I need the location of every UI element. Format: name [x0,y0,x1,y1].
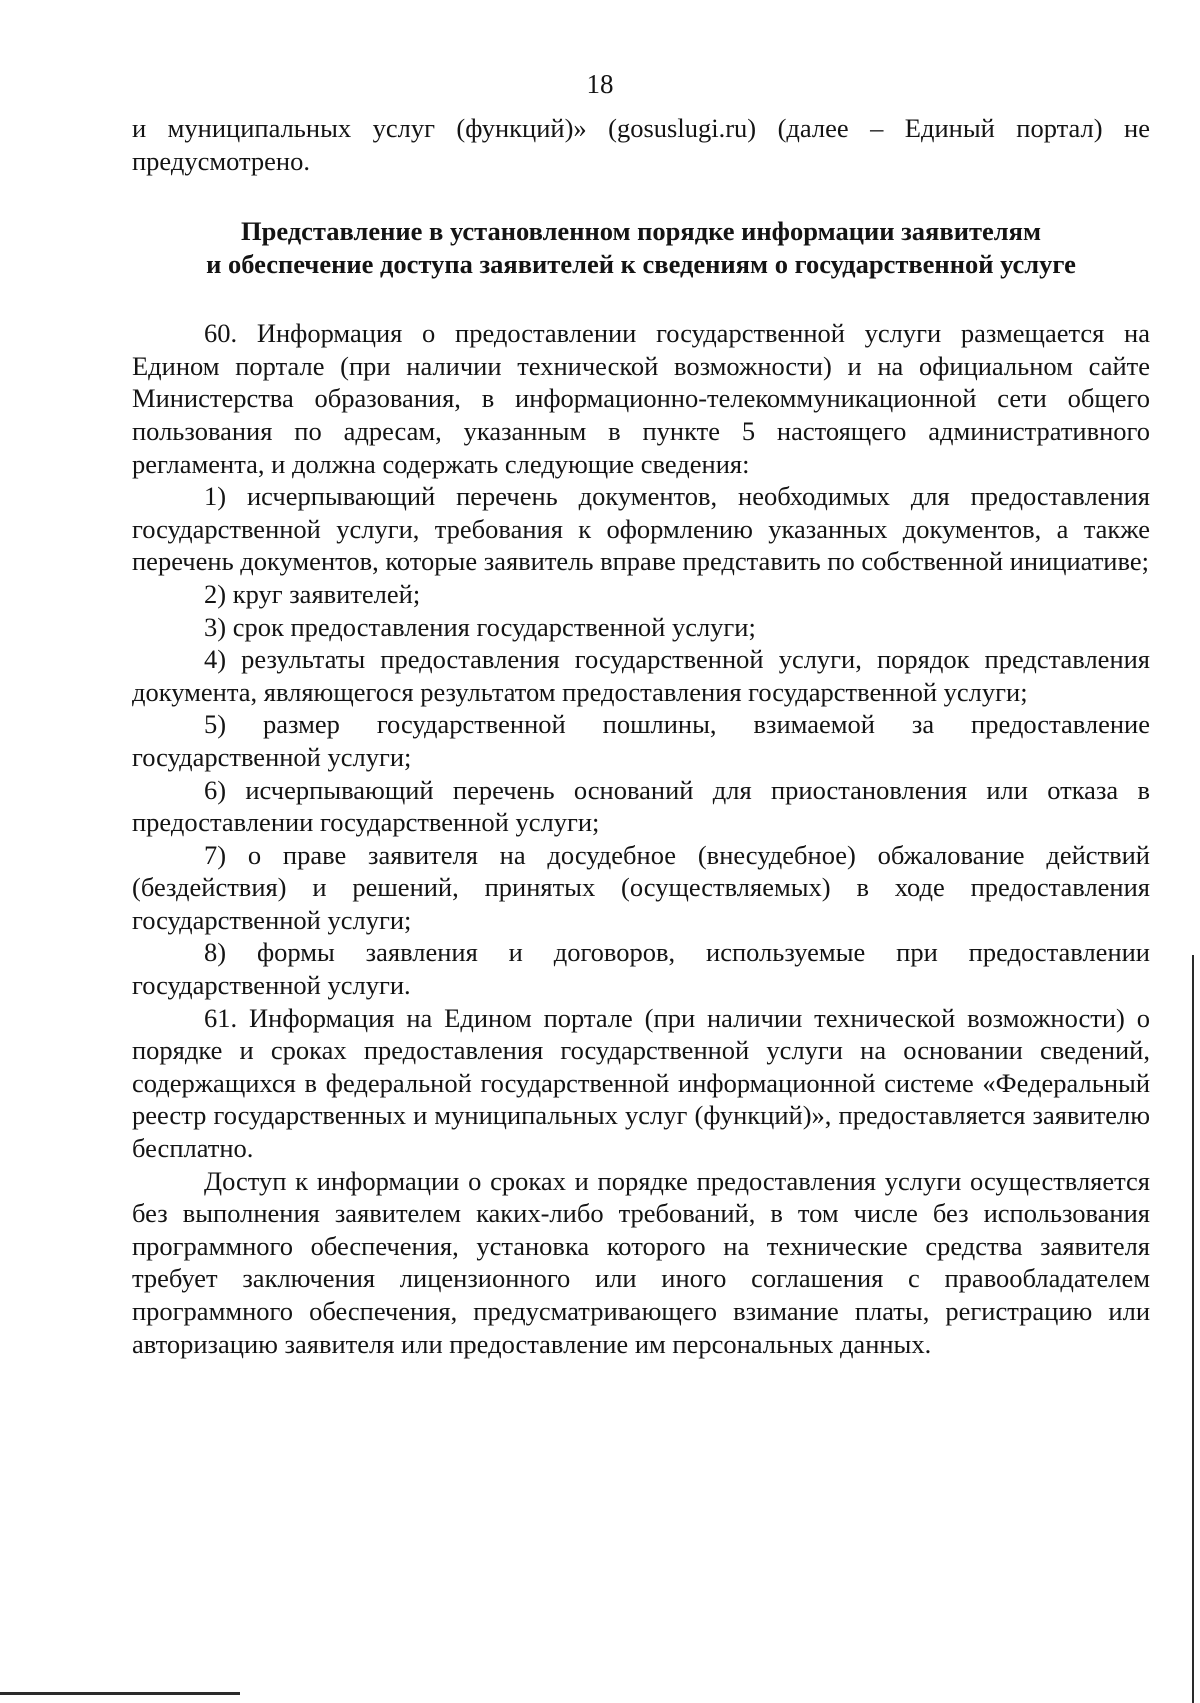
intro-paragraph: и муниципальных услуг (функций)» (gosuslugi.ru) (далее – Единый портал) не предусмотрено. [132,113,1150,176]
list-item-1: 1) исчерпывающий перечень документов, необходимых для предоставления государственной услуги, требования к оформлению указанных документов, а также перечень документов, которые заявитель вправе представить по собственной инициативе; [132,481,1150,577]
section-heading [132,215,1150,281]
list-item-8: 8) формы заявления и договоров, используемые при предоставлении государственной услуги. [132,937,1150,1001]
list-item-7: 7) о праве заявителя на досудебное (внесудебное) обжалование действий (бездействия) и решений, принятых (осуществляемых) в ходе предоставления государственной услуги; [132,839,1150,935]
paragraph-61: 61. Информация на Едином портале (при наличии технической возможности) о порядке и сроках предоставления государственной услуги на основании сведений, содержащихся в федеральной государственной информационной системе «Федеральный реестр государственных и муниципальных услуг (функций)», предоставляется заявителю бесплатно. [132,1002,1150,1164]
list-item-6: 6) исчерпывающий перечень оснований для приостановления или отказа в предоставлении государственной услуги; [132,774,1150,838]
scan-edge-right [1192,955,1194,1703]
section-heading-line-1: Представление в установленном порядке информации заявителям [240,216,1042,247]
list-item-2: 2) круг заявителей; [204,578,421,609]
page-number: 18 [586,69,614,99]
list-item-5: 5) размер государственной пошлины, взимаемой за предоставление государственной услуги; [132,709,1150,772]
scan-edge-bottom [0,1692,240,1695]
access-paragraph: Доступ к информации о сроках и порядке предоставления услуги осуществляется без выполнения заявителем каких-либо требований, в том числе без использования программного обеспечения, установка которого на технические средства заявителя требует заключения лицензионного или иного соглашения с правообладателем программного обеспечения, предусматривающего взимание платы, регистрацию или авторизацию заявителя или предоставление им персональных данных. [132,1165,1150,1359]
list-item-3: 3) срок предоставления государственной услуги; [204,611,756,642]
document-body [132,112,1150,1360]
paragraph-60: 60. Информация о предоставлении государственной услуги размещается на Едином портале (при наличии технической возможности) и на официальном сайте Министерства образования, в информационно-телекоммуникационной сети общего пользования по адресам, указанным в пункте 5 настоящего административного регламента, и должна содержать следующие сведения: [132,318,1150,479]
list-item-4: 4) результаты предоставления государственной услуги, порядок представления документа, являющегося результатом предоставления государственной услуги; [132,644,1150,707]
section-heading-line-2: и обеспечение доступа заявителей к сведениям о государственной услуге [206,249,1076,280]
